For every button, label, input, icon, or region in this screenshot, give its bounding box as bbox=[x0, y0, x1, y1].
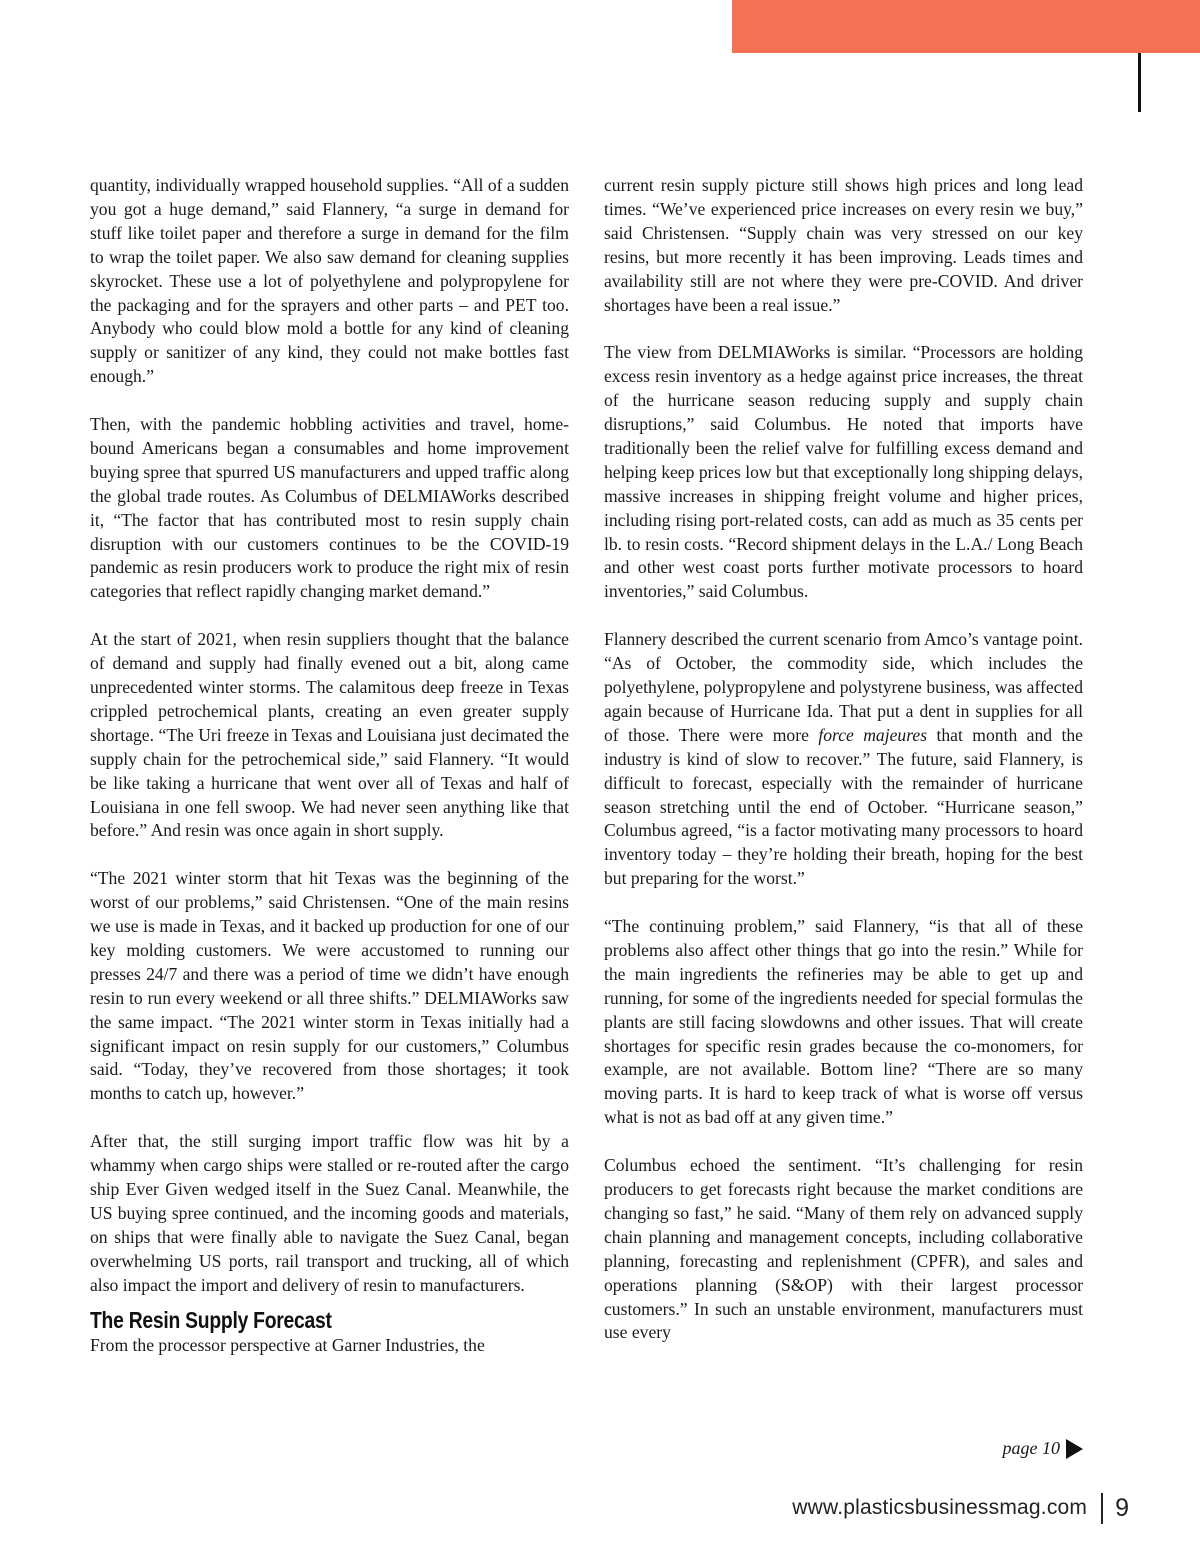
paragraph: Then, with the pandemic hobbling activities and travel, home-bound Americans began a consumables and home improvement buying spree that spurred US manufacturers and upped traffic along the global trade routes. As Columbus of DELMIAWorks described it, “The factor that has contributed most to resin supply chain disruption with our customers continues to be the COVID-19 pandemic as resin producers work to produce the right mix of resin categories that reflect rapidly changing market demand.” bbox=[90, 414, 569, 602]
vertical-rule bbox=[1138, 53, 1141, 112]
paragraph: At the start of 2021, when resin suppliers thought that the balance of demand and supply had finally evened out a bit, along came unprecedented winter storms. The calamitous deep freeze in Texas crippled petrochemical plants, creating an even greater supply shortage. “The Uri freeze in Texas and Louisiana just decimated the supply chain for the petrochemical side,” said Flannery. “It would be like taking a hurricane that went over all of Texas and half of Louisiana in one fell swoop. We had never seen anything like that before.” And resin was once again in short supply. bbox=[90, 629, 569, 841]
paragraph: “The 2021 winter storm that hit Texas was the beginning of the worst of our problems,” said Christensen. “One of the main resins we use is made in Texas, and it backed up production for one of our key molding customers. We were accustomed to running our presses 24/7 and there was a period of time we didn’t have enough resin to run every weekend or all three shifts.” DELMIAWorks saw the same impact. “The 2021 winter storm in Texas initially had a significant impact on resin supply for our customers,” Columbus said. “Today, they’ve recovered from those shortages; it took months to catch up, however.” bbox=[90, 868, 569, 1104]
paragraph: Columbus echoed the sentiment. “It’s challenging for resin producers to get forecasts right because the market conditions are changing so fast,” he said. “Many of them rely on advanced supply chain planning and management concepts, including collaborative planning, forecasting and replenishment (CPFR), and sales and operations planning (S&OP) with their largest processor customers.” In such an unstable environment, manufacturers must use every bbox=[604, 1155, 1083, 1343]
continued-on-link[interactable] bbox=[1003, 1438, 1084, 1459]
italic-term: force majeures bbox=[818, 724, 928, 745]
paragraph: current resin supply picture still shows high prices and long lead times. “We’ve experienced price increases on every resin we buy,” said Christensen. “Supply chain was very stressed on our key resins, but more recently it has been improving. Leads times and availability still are not where they were pre-COVID. And driver shortages have been a real issue.” bbox=[604, 175, 1083, 315]
paragraph-text: that month and the industry is kind of slow to recover.” The future, said Flannery, is difficult to forecast, especially with the remainder of hurricane season stretching until the end of October. “Hurricane season,” Columbus agreed, “is a factor motivating many processors to hoard inventory today – they’re holding their breath, hoping for the best but preparing for the worst.” bbox=[604, 724, 1083, 889]
paragraph: After that, the still surging import traffic flow was hit by a whammy when cargo ships were stalled or re-routed after the cargo ship Ever Given wedged itself in the Suez Canal. Meanwhile, the US buying spree continued, and the incoming goods and materials, on ships that were finally able to navigate the Suez Canal, began overwhelming US ports, rail transport and trucking, all of which also impact the import and delivery of resin to manufacturers. bbox=[90, 1131, 569, 1295]
paragraph: quantity, individually wrapped household supplies. “All of a sudden you got a huge demand,” said Flannery, “a surge in demand for stuff like toilet paper and therefore a surge in demand for the film to wrap the toilet paper. We also saw demand for cleaning supplies skyrocket. These use a lot of polyethylene and polypropylene for the packaging and for the sprayers and other parts – and PET too. Anybody who could blow mold a bottle for any kind of cleaning supply or sanitizer of any kind, they could not make bottles fast enough.” bbox=[90, 175, 569, 387]
website-url[interactable]: www.plasticsbusinessmag.com bbox=[792, 1496, 1088, 1519]
paragraph: The view from DELMIAWorks is similar. “Processors are holding excess resin inventory as a hedge against price increases, the threat of the hurricane season reducing supply and supply chain disruptions,” said Columbus. He noted that imports have traditionally been the relief valve for fulfilling excess demand and helping keep prices low but that exceptionally long shipping delays, massive increases in shipping freight volume and higher prices, including rising port-related costs, can add as much as 35 cents per lb. to resin costs. “Record shipment delays in the L.A./ Long Beach and other west coast ports further motivate processors to hoard inventories,” said Columbus. bbox=[604, 342, 1083, 602]
paragraph: From the processor perspective at Garner Industries, the bbox=[90, 1334, 485, 1355]
paragraph: “The continuing problem,” said Flannery, “is that all of these problems also affect other things that go into the resin.” While for the main ingredients the refineries may be able to get up and running, for some of the ingredients needed for special formulas the plants are still facing slowdowns and other issues. That will create shortages for specific resin grades because the co-monomers, for example, are not available. Bottom line? “There are so many moving parts. It is hard to keep track of what is worse off versus what is not as bad off at any given time.” bbox=[604, 916, 1083, 1128]
continued-label: page 10 bbox=[1002, 1438, 1060, 1458]
footer-divider bbox=[1101, 1493, 1103, 1524]
paragraph-text: Flannery described the current scenario from Amco’s vantage point. “As of October, the commodity side, which includes the polyethylene, polypropylene and polystyrene business, was affected again because of Hurricane Ida. That put a dent in supplies for all of those. There were more bbox=[604, 629, 1083, 745]
article-column-left bbox=[90, 174, 569, 1357]
section-heading: The Resin Supply Forecast bbox=[90, 1306, 332, 1333]
page-number: 9 bbox=[1115, 1493, 1129, 1522]
paragraph bbox=[604, 628, 1083, 891]
page-footer bbox=[792, 1488, 1129, 1528]
accent-bar bbox=[732, 0, 1200, 53]
right-arrow-icon bbox=[1066, 1439, 1083, 1459]
article-column-right bbox=[604, 174, 1083, 1345]
